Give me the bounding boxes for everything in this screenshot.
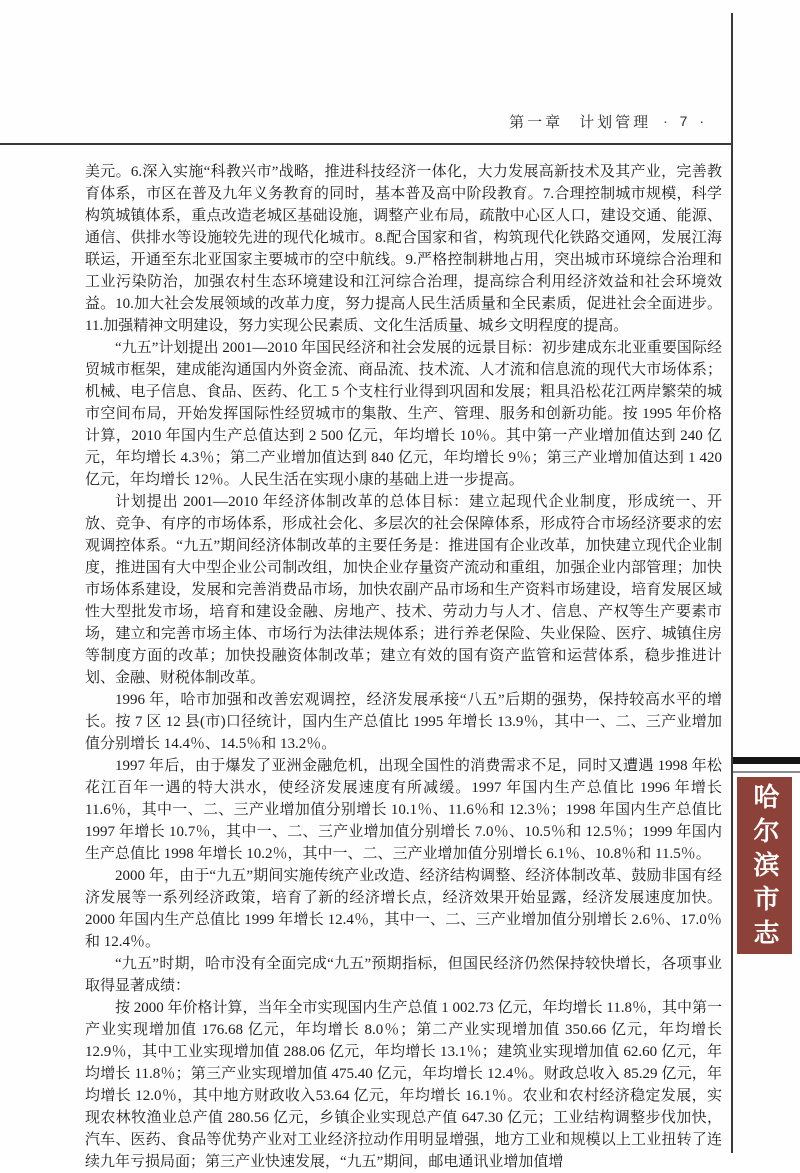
book-title-vertical: 哈尔滨市志 [750,783,779,953]
page-header [509,110,708,132]
paragraph: 计划提出 2001—2010 年经济体制改革的总体目标：建立起现代企业制度，形成统一、开放、竞争、有序的市场体系，形成社会化、多层次的社会保障体系，形成符合市场经济要求的宏观调控体系。“九五”期间经济体制改革的主要任务是：推进国有企业改革，加快建立现代企业制度，推进国有大中型企业公司制改组，加快企业存量资产流动和重组，加强企业内部管理；加快市场体系建设，发展和完善消费品市场，加快农副产品市场和生产资料市场建设，培育发展区域性大型批发市场，培育和建设金融、房地产、技术、劳动力与人才、信息、产权等生产要素市场，建立和完善市场主体、市场行为法律法规体系；进行养老保险、失业保险、医疗、城镇住房等制度方面的改革；加快投融资体制改革；建立有效的国有资产监管和运营体系，稳步推进计划、金融、财税体制改革。 [85,494,722,686]
spine-top-bar [733,757,800,764]
paragraph: 2000 年，由于“九五”期间实施传统产业改造、经济结构调整、经济体制改革、鼓励非国有经济发展等一系列经济政策，培育了新的经济增长点，经济效果开始显露，经济发展速度加快。2000 年国内生产总值比 1999 年增长 12.4％，其中一、二、三产业增加值分别增长 2.6％、17.0％和 12.4％。 [85,868,722,950]
paragraph: 1997 年后，由于爆发了亚洲金融危机，出现全国性的消费需求不足，同时又遭遇 1998 年松花江百年一遇的特大洪水，使经济发展速度有所减缓。1997 年国内生产总值比 1996 年增长 11.6％，其中一、二、三产业增加值分别增长 10.1％、11.6％和 12.3％；1998 年国内生产总值比 1997 年增长 10.7％，其中一、二、三产业增加值分别增长 7.0％、10.5％和 12.5％；1999 年国内生产总值比 1998 年增长 10.2％，其中一、二、三产业增加值分别增长 6.1％、10.8％和 11.5％。 [85,758,722,862]
header-rule [0,143,733,145]
paragraph: 按 2000 年价格计算，当年全市实现国内生产总值 1 002.73 亿元，年均增长 11.8％，其中第一产业实现增加值 176.68 亿元，年均增长 8.0％；第二产业实现增加值 350.66 亿元，年均增长 12.9％，其中工业实现增加值 288.06 亿元，年均增长 13.1％；建筑业实现增加值 62.60 亿元，年均增长 11.8％；第三产业实现增加值 475.40 亿元，年均增长 12.4％。财政总收入 85.29 亿元，年均增长 12.0％，其中地方财政收入53.64 亿元，年均增长 16.1％。农业和农村经济稳定发展，实现农林牧渔业总产值 280.56 亿元，乡镇企业实现总产值 647.30 亿元；工业结构调整步伐加快，汽车、医药、食品等优势产业对工业经济拉动作用明显增强，地方工业和规模以上工业扭转了连续九年亏损局面；第三产业快速发展，“九五”期间，邮电通讯业增加值增 [85,1000,722,1170]
spine-thin-rule [733,771,800,773]
page-number: · 7 · [663,113,708,129]
section-title: 计划管理 [579,113,652,131]
paragraph: “九五”时期，哈市没有全面完成“九五”预期指标，但国民经济仍然保持较快增长，各项事业取得显著成绩： [85,956,722,994]
paragraph: “九五”计划提出 2001—2010 年国民经济和社会发展的远景目标：初步建成东北亚重要国际经贸城市框架，建成能沟通国内外资金流、商品流、技术流、人才流和信息流的现代大市场体系；机械、电子信息、食品、医药、化工 5 个支柱行业得到巩固和发展；粗具沿松花江两岸繁荣的城市空间布局，开始发挥国际性经贸城市的集散、生产、管理、服务和创新功能。按 1995 年价格计算，2010 年国内生产总值达到 2 500 亿元，年均增长 10％。其中第一产业增加值达到 240 亿元，年均增长 4.3％；第二产业增加值达到 840 亿元，年均增长 9％；第三产业增加值达到 1 420 亿元，年均增长 12％。人民生活在实现小康的基础上进一步提高。 [85,340,722,488]
spine-tab [737,777,792,954]
vertical-rule [731,13,733,1153]
body-text-column [85,161,722,1173]
chapter-title: 第一章 [509,113,564,131]
paragraph: 美元。6.深入实施“科教兴市”战略，推进科技经济一体化，大力发展高新技术及其产业，完善教育体系，市区在普及九年义务教育的同时，基本普及高中阶段教育。7.合理控制城市规模，科学构筑城镇体系，重点改造老城区基础设施，调整产业布局，疏散中心区人口，建设交通、能源、通信、供排水等设施较先进的现代化城市。8.配合国家和省，构筑现代化铁路交通网，发展江海联运，开通至东北亚国家主要城市的空中航线。9.严格控制耕地占用，突出城市环境综合治理和工业污染防治，加强农村生态环境建设和江河综合治理，提高综合利用经济效益和社会环境效益。10.加大社会发展领域的改革力度，努力提高人民生活质量和全民素质，促进社会全面进步。11.加强精神文明建设，努力实现公民素质、文化生活质量、城乡文明程度的提高。 [85,164,722,334]
paragraph: 1996 年，哈市加强和改善宏观调控，经济发展承接“八五”后期的强势，保持较高水平的增长。按 7 区 12 县(市)口径统计，国内生产总值比 1995 年增长 13.9％，其中一、二、三产业增加值分别增长 14.4％、14.5％和 13.2％。 [85,692,722,752]
